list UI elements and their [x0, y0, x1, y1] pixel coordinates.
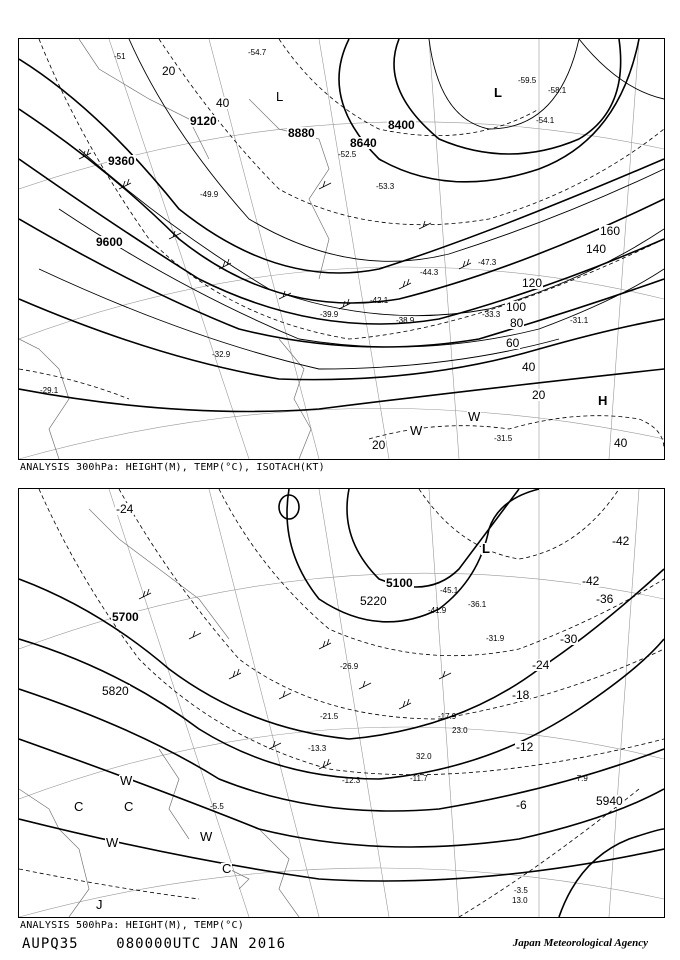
temp-value: -7.9: [574, 774, 588, 783]
jet-marker: J: [96, 897, 103, 912]
height-label-8880: 8880: [288, 126, 315, 140]
temp-value: -42.1: [370, 296, 389, 305]
temp-value: -5.5: [210, 802, 224, 811]
height-label-5100: 5100: [386, 576, 413, 590]
height-label-5820: 5820: [102, 684, 129, 698]
wind-max-marker-3: W: [200, 829, 213, 844]
low-center-1: L: [494, 85, 502, 100]
temp-value: -38.9: [396, 316, 415, 325]
isotach-label-40a: 40: [216, 96, 230, 110]
temp-value: -39.9: [320, 310, 339, 319]
temp-label-m42: -42: [582, 574, 600, 588]
temp-label-m42b: -42: [612, 534, 630, 548]
temp-value: -44.3: [420, 268, 439, 277]
temp-label-m18: -18: [512, 688, 530, 702]
temp-value: -12.3: [342, 776, 361, 785]
wind-max-marker-1: W: [468, 409, 481, 424]
isotach-label-140: 140: [586, 242, 607, 256]
cold-center-3: C: [222, 861, 232, 876]
temp-value: -21.5: [320, 712, 339, 721]
cold-center-1: C: [74, 799, 84, 814]
height-label-5220: 5220: [360, 594, 387, 608]
temp-value: -58.1: [548, 86, 567, 95]
temp-value: -59.5: [518, 76, 537, 85]
height-label-9600: 9600: [96, 235, 123, 249]
temp-value: -31.5: [494, 434, 513, 443]
temp-label-m36: -36: [596, 592, 614, 606]
temp-value: -45.1: [440, 586, 459, 595]
temp-value: -31.1: [570, 316, 589, 325]
temp-value: -3.5: [514, 886, 528, 895]
temp-value: -32.9: [212, 350, 231, 359]
temp-value: -52.5: [338, 150, 357, 159]
agency-name: Japan Meteorological Agency: [512, 937, 648, 949]
temp-value: -26.9: [340, 662, 359, 671]
low-center: L: [482, 541, 490, 556]
temp-value: -29.1: [40, 386, 59, 395]
temp-value: -17.9: [438, 712, 457, 721]
height-contours-500: [19, 489, 664, 917]
temp-value: 13.0: [512, 896, 528, 905]
temp-value: -36.1: [468, 600, 487, 609]
temp-value: -13.3: [308, 744, 327, 753]
low-center-2: L: [276, 89, 284, 104]
isotach-label-100: 100: [506, 300, 527, 314]
temp-value: -41.9: [428, 606, 447, 615]
temp-value: 32.0: [416, 752, 432, 761]
height-label-8640: 8640: [350, 136, 377, 150]
caption-500hpa: ANALYSIS 500hPa: HEIGHT(M), TEMP(°C): [20, 920, 244, 931]
temp-label-m24a: -24: [116, 502, 134, 516]
temp-value: -54.1: [536, 116, 555, 125]
isotach-label-40c: 40: [614, 436, 628, 450]
temp-value: -33.3: [482, 310, 501, 319]
temp-value: -49.9: [200, 190, 219, 199]
temp-value: -53.3: [376, 182, 395, 191]
isotach-label-60: 60: [506, 336, 520, 350]
isotach-label-120: 120: [522, 276, 543, 290]
isotach-label-160: 160: [600, 224, 621, 238]
chart-code: AUPQ35: [22, 936, 79, 952]
isotach-label-80: 80: [510, 316, 524, 330]
chart-header: [22, 936, 286, 952]
high-center: H: [598, 393, 608, 408]
coastline-500: [19, 509, 299, 917]
isotach-label-20a: 20: [162, 64, 176, 78]
isotach-label-20b: 20: [532, 388, 546, 402]
cold-center-2: C: [124, 799, 134, 814]
chart-500hpa-lines: [19, 489, 664, 917]
temp-value: -51: [114, 52, 126, 61]
temp-value: -11.7: [410, 774, 428, 783]
height-label-5700: 5700: [112, 610, 139, 624]
isotach-label-20c: 20: [372, 438, 386, 452]
closed-contour-north: [279, 495, 299, 519]
temp-label-m30: -30: [560, 632, 578, 646]
isotach-label-40b: 40: [522, 360, 536, 374]
height-label-9360: 9360: [108, 154, 135, 168]
wind-max-marker-2: W: [410, 423, 423, 438]
temp-value: -31.9: [486, 634, 505, 643]
temp-value: -54.7: [248, 48, 267, 57]
temp-value: -47.3: [478, 258, 497, 267]
chart-500hpa: [18, 488, 665, 918]
wind-max-marker-2: W: [106, 835, 119, 850]
temp-label-m12: -12: [516, 740, 534, 754]
chart-300hpa-lines: [19, 39, 664, 459]
graticule-500: [19, 489, 664, 917]
wind-max-marker-1: W: [120, 773, 133, 788]
height-contours-300: [19, 39, 664, 412]
height-label-5940: 5940: [596, 794, 623, 808]
temp-label-m6: -6: [516, 798, 527, 812]
temp-label-m24b: -24: [532, 658, 550, 672]
temp-value: 23.0: [452, 726, 468, 735]
height-label-9120: 9120: [190, 114, 217, 128]
wind-barbs-500: [139, 589, 451, 769]
height-label-8400: 8400: [388, 118, 415, 132]
isotherms-500: [19, 489, 664, 917]
valid-time: 080000UTC JAN 2016: [116, 936, 287, 952]
caption-300hpa: ANALYSIS 300hPa: HEIGHT(M), TEMP(°C), ISOTACH(KT): [20, 462, 325, 473]
chart-300hpa: [18, 38, 665, 460]
